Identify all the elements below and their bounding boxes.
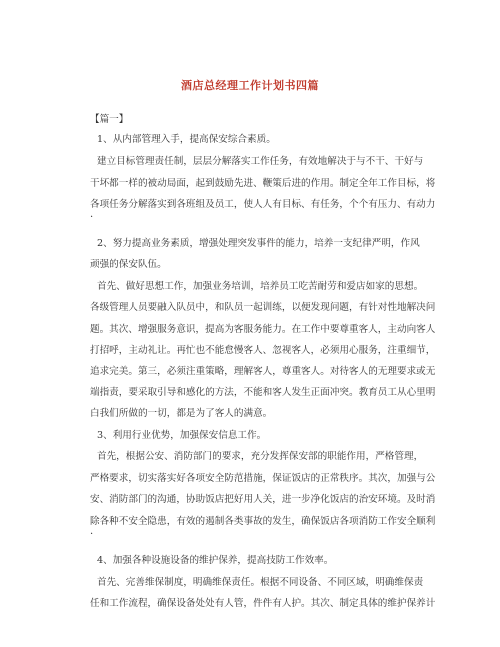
paragraph-line: 任和工作流程，确保设备处处有人管，件件有人护。其次、制定具体的维护保养计 — [90, 598, 436, 609]
heading-4: 4、加强各种设施设备的维护保养，提高技防工作效率。 — [97, 555, 334, 566]
section-header: 【篇一】 — [90, 114, 129, 125]
paragraph-line: 题。其次、增强服务意识，提高为客服务能力。在工作中要尊重客人，主动向客人 — [90, 324, 436, 335]
paragraph-line: 首先，根据公安、消防部门的要求，充分发挥保安部的职能作用，严格管理， — [97, 451, 424, 462]
paragraph-line: 各级管理人员要融入队员中，和队员一起训练，以便发现问题，有针对性地解决问 — [90, 302, 436, 313]
paragraph-line: 白我们所做的一切，都是为了客人的满意。 — [90, 408, 273, 419]
paragraph-line: 端指责，要采取引导和感化的方法，不能和客人发生正面冲突。教育员工从心里明 — [90, 387, 436, 398]
paragraph-line: 各项任务分解落实到各班组及员工，使人人有目标、有任务，个个有压力、有动力 — [90, 199, 436, 210]
stray-period-mark: . — [90, 526, 94, 537]
stray-period-mark: . — [90, 209, 94, 220]
paragraph-line: 干坏都一样的被动局面，起到鼓励先进、鞭策后进的作用。制定全年工作目标，将 — [90, 178, 436, 189]
paragraph-line: 首先、做好思想工作，加强业务培训，培养员工吃苦耐劳和爱店如家的思想。 — [97, 281, 424, 292]
paragraph-line: 追求完美。第三，必须注重策略，理解客人，尊重客人。对待客人的无理要求或无 — [90, 366, 436, 377]
paragraph-line: 打招呼，主动礼让。再忙也不能怠慢客人、忽视客人，必须用心服务，注重细节， — [90, 345, 436, 356]
paragraph-line: 除各种不安全隐患，有效的遏制各类事故的发生，确保饭店各项消防工作安全顺利 — [90, 516, 436, 527]
paragraph-line: 建立目标管理责任制，层层分解落实工作任务，有效地解决于与不干、干好与 — [97, 156, 424, 167]
paragraph-line: 安、消防部门的沟通，协助饭店把好用人关，进一步净化饭店的治安环境。及时消 — [90, 494, 436, 505]
paragraph-line: 顽强的保安队伍。 — [90, 259, 167, 270]
document-title: 酒店总经理工作计划书四篇 — [181, 79, 319, 92]
heading-1: 1、从内部管理入手，提高保安综合素质。 — [97, 134, 276, 145]
paragraph-line: 严格要求，切实落实好各项安全防范措施，保证饭店的正常秩序。其次，加强与公 — [90, 473, 436, 484]
heading-3: 3、利用行业优势，加强保安信息工作。 — [97, 430, 267, 441]
heading-2: 2、努力提高业务素质，增强处理突发事件的能力，培养一支纪律严明，作风 — [97, 238, 420, 249]
paragraph-line: 首先、完善维保制度，明确维保责任。根据不同设备、不同区域，明确维保责 — [97, 577, 424, 588]
